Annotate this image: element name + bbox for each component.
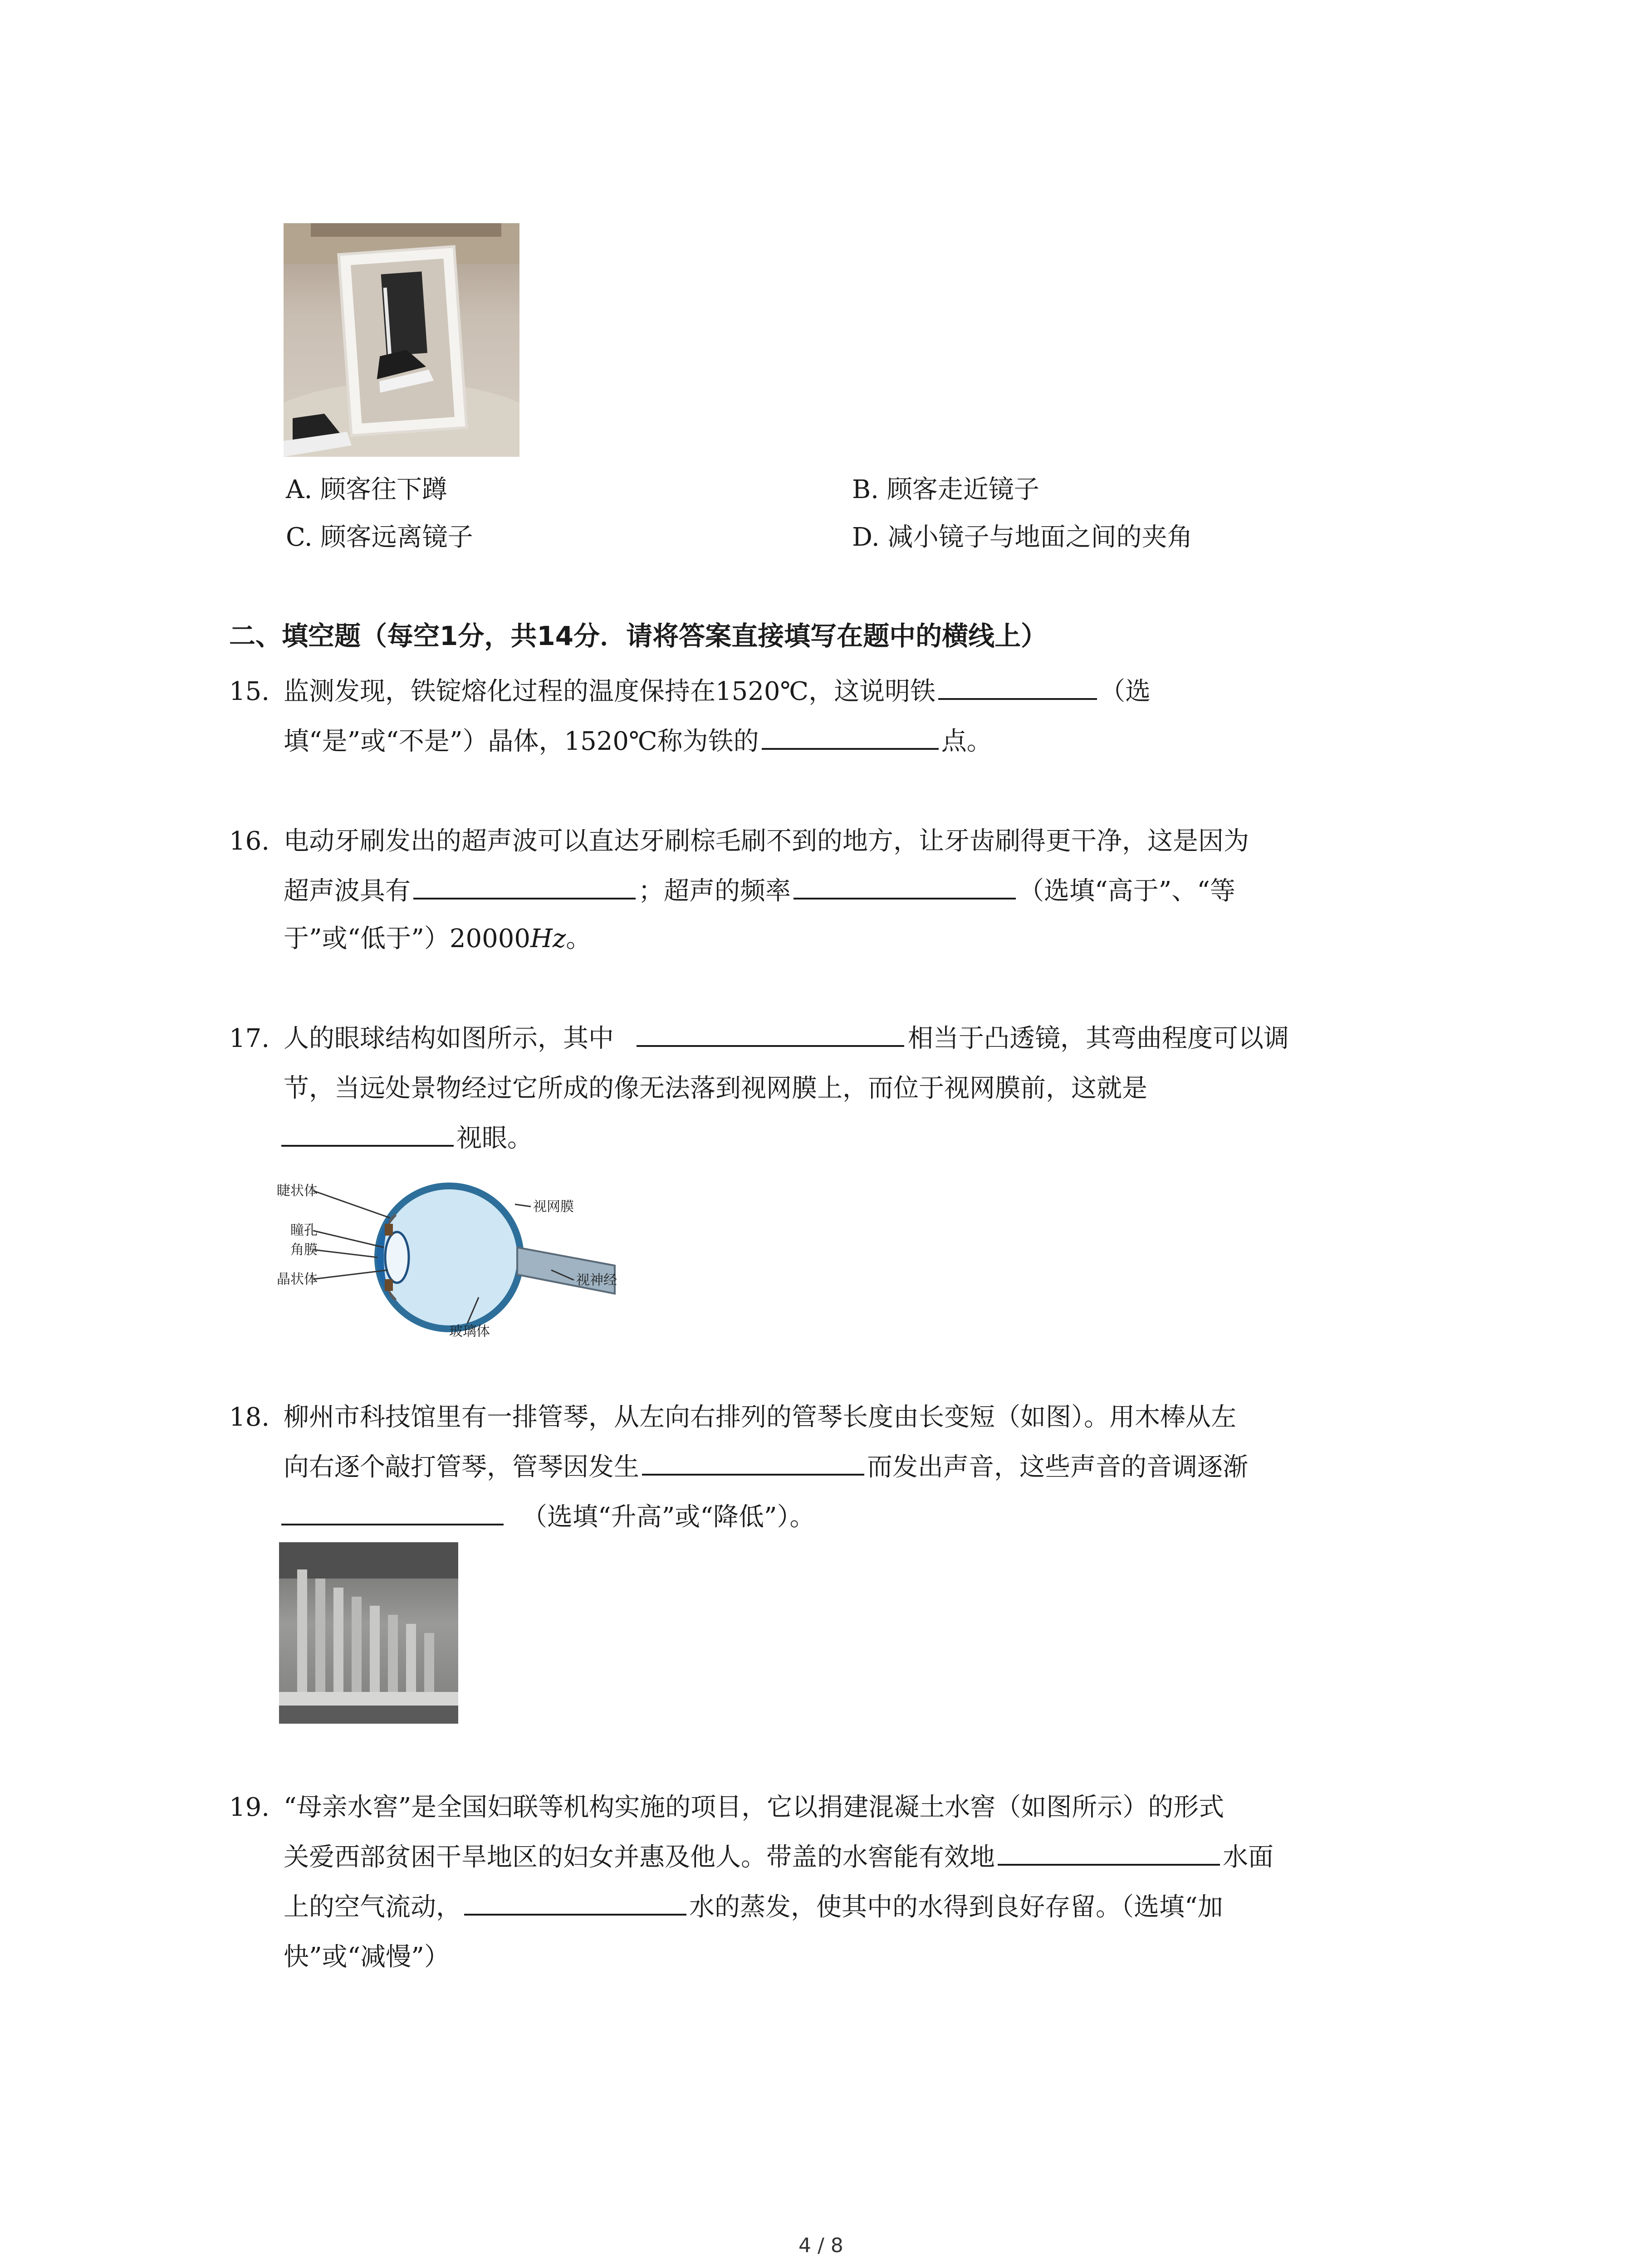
q19-blank-2[interactable] xyxy=(464,1887,686,1916)
q16-text-3a: 于”或“低于”）20000 xyxy=(284,924,531,953)
q16-text-2a: 超声波具有 xyxy=(284,876,411,906)
q18-number: 18. xyxy=(229,1403,270,1432)
q19-line-4 xyxy=(284,1932,450,1982)
q18-line-2 xyxy=(284,1442,1248,1492)
q14-option-c: C. 顾客远离镜子 xyxy=(286,523,473,552)
label-ciliary-body: 睫状体 xyxy=(277,1183,318,1199)
q16-line-2 xyxy=(284,866,1235,916)
q19-line-2 xyxy=(284,1833,1274,1882)
q16-text-1: 电动牙刷发出的超声波可以直达牙刷棕毛刷不到的地方，让牙齿刷得更干净，这是因为 xyxy=(284,826,1249,856)
q19-text-4: 快”或“减慢”） xyxy=(284,1942,450,1972)
q18-text-3b: （选填“升高”或“降低”）。 xyxy=(522,1502,815,1532)
q17-text-1a: 人的眼球结构如图所示，其中 xyxy=(284,1024,614,1053)
label-optic-nerve: 视神经 xyxy=(576,1272,617,1288)
label-cornea: 角膜 xyxy=(290,1242,318,1258)
q15-text-2a: 填“是”或“不是”）晶体，1520℃称为铁的 xyxy=(284,727,759,756)
q15-number: 15. xyxy=(229,677,270,706)
q17-blank-2[interactable] xyxy=(281,1118,454,1147)
q18-text-2a: 向右逐个敲打管琴，管琴因发生 xyxy=(284,1452,639,1482)
q19-line-1 xyxy=(229,1783,1224,1833)
q19-text-2b: 水面 xyxy=(1223,1843,1274,1872)
q19-blank-1[interactable] xyxy=(998,1837,1220,1866)
label-pupil: 瞳孔 xyxy=(290,1222,318,1238)
eye-iris-bottom xyxy=(385,1279,393,1291)
section-heading: 二、填空题（每空1分，共14分．请将答案直接填写在题中的横线上） xyxy=(229,621,1048,651)
q15-blank-2[interactable] xyxy=(762,721,939,750)
q17-line-2 xyxy=(284,1064,1147,1114)
q15-blank-1[interactable] xyxy=(938,671,1097,700)
q19-number: 19. xyxy=(229,1793,270,1822)
mirror-photo xyxy=(284,223,519,457)
pipe-organ-photo xyxy=(279,1542,458,1724)
q17-blank-1[interactable] xyxy=(637,1018,904,1047)
q16-text-3c: 。 xyxy=(566,924,592,953)
q18-line-1 xyxy=(229,1393,1236,1442)
pipe-organ-illustration xyxy=(279,1542,458,1724)
q19-text-3a: 上的空气流动， xyxy=(284,1892,461,1922)
q16-number: 16. xyxy=(229,826,270,856)
label-retina: 视网膜 xyxy=(533,1199,574,1215)
q17-text-2: 节，当远处景物经过它所成的像无法落到视网膜上，而位于视网膜前，这就是 xyxy=(284,1074,1147,1103)
q15-text-1b: （选 xyxy=(1100,677,1151,706)
q19-text-2a: 关爱西部贫困干旱地区的妇女并惠及他人。带盖的水窖能有效地 xyxy=(284,1843,995,1872)
q16-blank-1[interactable] xyxy=(413,870,636,899)
q16-line-1 xyxy=(229,816,1249,866)
q17-line-1 xyxy=(229,1014,1289,1064)
q16-text-2c: （选填“高于”、“等 xyxy=(1019,876,1235,906)
q15-line-1 xyxy=(229,667,1151,717)
q19-line-3 xyxy=(284,1882,1223,1932)
q18-blank-1[interactable] xyxy=(642,1447,864,1476)
q16-blank-2[interactable] xyxy=(794,870,1016,899)
q14-option-a: A. 顾客往下蹲 xyxy=(286,475,448,504)
q18-text-1: 柳州市科技馆里有一排管琴，从左向右排列的管琴长度由长变短（如图）。用木棒从左 xyxy=(284,1403,1236,1432)
q14-option-d: D. 减小镜子与地面之间的夹角 xyxy=(852,523,1193,552)
label-vitreous: 玻璃体 xyxy=(449,1324,490,1339)
q16-text-2b: ；超声的频率 xyxy=(638,876,791,906)
q15-text-2b: 点。 xyxy=(941,727,992,756)
q18-blank-2[interactable] xyxy=(281,1496,504,1525)
eye-lens xyxy=(385,1232,409,1283)
q15-line-2 xyxy=(284,717,992,767)
label-lens: 晶状体 xyxy=(277,1271,318,1287)
q16-unit: Hz xyxy=(530,924,566,953)
q14-option-b: B. 顾客走近镜子 xyxy=(852,475,1039,504)
q16-line-3 xyxy=(284,914,591,964)
q15-text-1a: 监测发现，铁锭熔化过程的温度保持在1520℃，这说明铁 xyxy=(284,677,936,706)
q18-line-3 xyxy=(281,1492,815,1542)
q17-text-1b: 相当于凸透镜，其弯曲程度可以调 xyxy=(908,1024,1289,1053)
q17-line-3 xyxy=(281,1114,533,1163)
eye-diagram xyxy=(277,1179,622,1343)
q17-number: 17. xyxy=(229,1024,270,1053)
q19-text-3b: 水的蒸发，使其中的水得到良好存留。（选填“加 xyxy=(689,1892,1223,1922)
q18-text-2b: 而发出声音，这些声音的音调逐渐 xyxy=(867,1452,1248,1482)
q19-text-1: “母亲水窖”是全国妇联等机构实施的项目，它以捐建混凝土水窖（如图所示）的形式 xyxy=(284,1793,1225,1822)
eye-iris-top xyxy=(385,1224,393,1236)
page-number: 4 / 8 xyxy=(798,2234,843,2257)
mirror-illustration xyxy=(284,223,519,457)
q17-text-3b: 视眼。 xyxy=(456,1124,533,1153)
